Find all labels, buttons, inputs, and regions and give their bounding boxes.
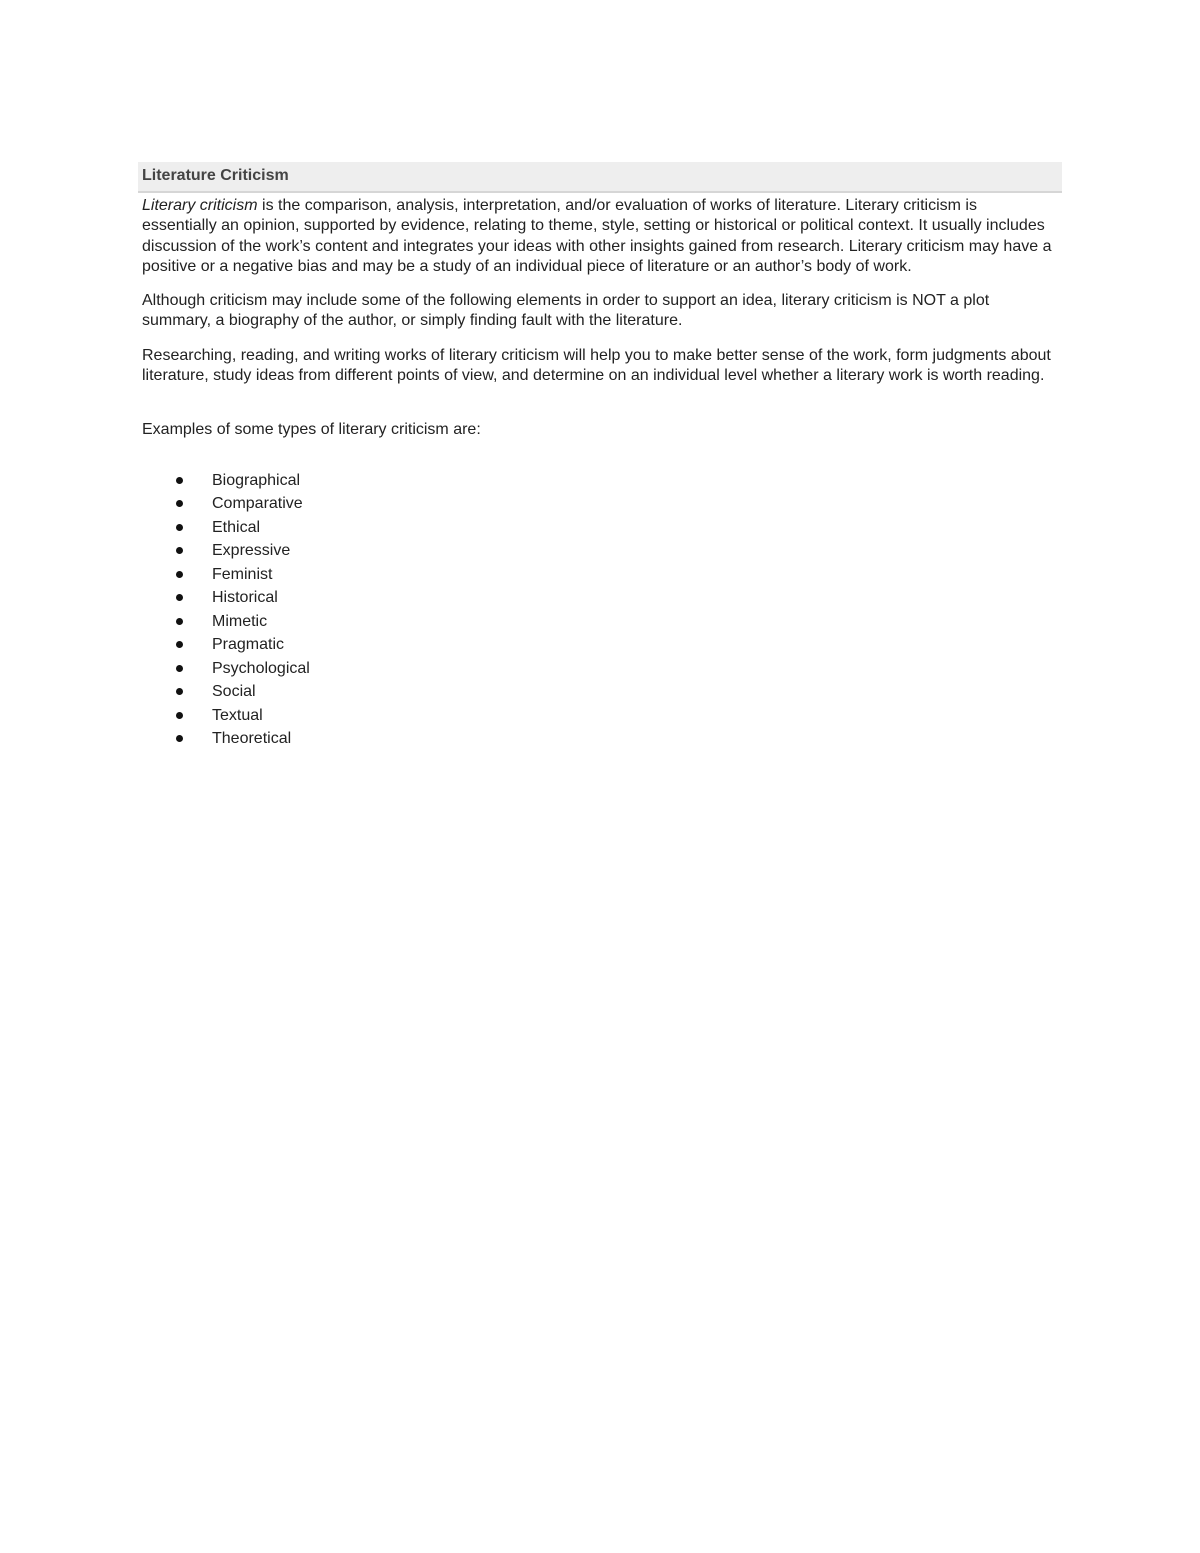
bullet-icon bbox=[176, 547, 183, 554]
examples-intro: Examples of some types of literary criticism are: bbox=[142, 421, 481, 439]
list-item-label: Textual bbox=[212, 706, 263, 724]
list-item bbox=[142, 539, 1054, 563]
bullet-icon bbox=[176, 477, 183, 484]
bullet-icon bbox=[176, 571, 183, 578]
list-item-label: Social bbox=[212, 683, 256, 701]
bullet-icon bbox=[176, 735, 183, 742]
list-item bbox=[142, 704, 1054, 728]
bullet-icon bbox=[176, 665, 183, 672]
section-header bbox=[138, 162, 1062, 193]
bullet-icon bbox=[176, 500, 183, 507]
exclusion-paragraph: Although criticism may include some of the following elements in order to support an idea, literary criticism is NOT a plot summary, a biography of the author, or simply finding fault with the literature. bbox=[142, 292, 990, 330]
page-title: Literature Criticism bbox=[142, 167, 289, 184]
bullet-icon bbox=[176, 524, 183, 531]
list-item-label: Ethical bbox=[212, 518, 261, 536]
list-item-label: Biographical bbox=[212, 471, 301, 489]
list-item bbox=[142, 610, 1054, 634]
list-item-label: Expressive bbox=[212, 542, 291, 560]
definition-paragraph bbox=[142, 196, 1054, 277]
list-item bbox=[142, 563, 1054, 587]
definition-text: is the comparison, analysis, interpretation, and/or evaluation of works of literature. Literary criticism is essentially an opinion, supported by evidence, relating to theme, style, setting or historical or political context. It usually includes discussion of the work’s content and integrates your ideas with other insights gained from research. Literary criticism may have a positive or a negative bias and may be a study of an individual piece of literature or an author’s body of work. bbox=[142, 197, 1052, 275]
definition-term: Literary criticism bbox=[142, 197, 258, 214]
list-item bbox=[142, 492, 1054, 516]
list-item-label: Historical bbox=[212, 589, 278, 607]
bullet-icon bbox=[176, 712, 183, 719]
list-item bbox=[142, 633, 1054, 657]
list-item-label: Psychological bbox=[212, 659, 310, 677]
list-item-label: Mimetic bbox=[212, 612, 268, 630]
benefits-paragraph: Researching, reading, and writing works of literary criticism will help you to make better sense of the work, form judgments about literature, study ideas from different points of view, and determine on an individual level whether a literary work is worth reading. bbox=[142, 346, 1051, 385]
list-item-label: Pragmatic bbox=[212, 636, 285, 654]
bullet-icon bbox=[176, 618, 183, 625]
list-item-label: Comparative bbox=[212, 495, 303, 513]
list-item bbox=[142, 586, 1054, 610]
list-item bbox=[142, 727, 1054, 751]
criticism-types-list bbox=[142, 469, 1054, 751]
bullet-icon bbox=[176, 594, 183, 601]
list-item bbox=[142, 657, 1054, 681]
list-item bbox=[142, 680, 1054, 704]
bullet-icon bbox=[176, 641, 183, 648]
list-item bbox=[142, 516, 1054, 540]
bullet-icon bbox=[176, 688, 183, 695]
list-item-label: Feminist bbox=[212, 565, 273, 583]
document-body bbox=[142, 196, 1054, 751]
list-item bbox=[142, 469, 1054, 493]
list-item-label: Theoretical bbox=[212, 730, 292, 748]
